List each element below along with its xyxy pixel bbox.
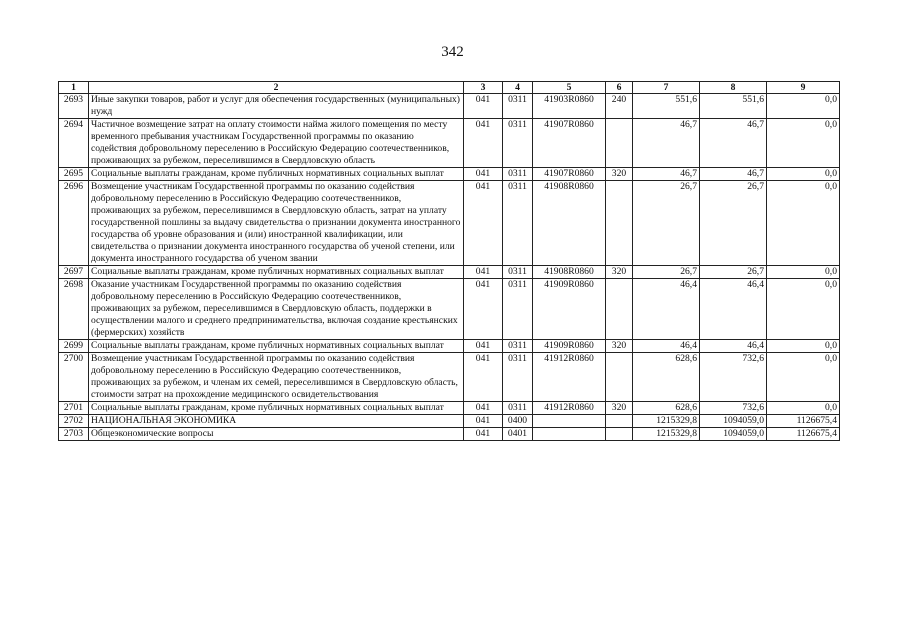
row-name: Иные закупки товаров, работ и услуг для обеспечения государственных (муниципальных) нужд <box>89 94 464 119</box>
sum-col-7: 551,6 <box>633 94 700 119</box>
target-code: 41907R0860 <box>533 168 606 181</box>
sum-col-8: 1094059,0 <box>700 415 767 428</box>
type-code: 320 <box>606 168 633 181</box>
column-header: 3 <box>464 82 503 94</box>
section-code: 0311 <box>503 94 533 119</box>
sum-col-7: 26,7 <box>633 181 700 266</box>
sum-col-9: 0,0 <box>767 94 840 119</box>
sum-col-9: 0,0 <box>767 168 840 181</box>
section-code: 0311 <box>503 168 533 181</box>
section-code: 0311 <box>503 181 533 266</box>
column-header: 2 <box>89 82 464 94</box>
sum-col-8: 46,4 <box>700 340 767 353</box>
row-number: 2701 <box>59 402 89 415</box>
row-number: 2702 <box>59 415 89 428</box>
admin-code: 041 <box>464 428 503 441</box>
column-header: 4 <box>503 82 533 94</box>
row-name: Социальные выплаты гражданам, кроме публичных нормативных социальных выплат <box>89 402 464 415</box>
admin-code: 041 <box>464 279 503 340</box>
section-code: 0311 <box>503 353 533 402</box>
sum-col-7: 46,4 <box>633 279 700 340</box>
page-number: 342 <box>441 44 464 60</box>
column-header: 7 <box>633 82 700 94</box>
type-code <box>606 428 633 441</box>
sum-col-9: 1126675,4 <box>767 428 840 441</box>
row-number: 2696 <box>59 181 89 266</box>
row-number: 2698 <box>59 279 89 340</box>
row-number: 2695 <box>59 168 89 181</box>
table-row <box>59 119 840 168</box>
sum-col-8: 732,6 <box>700 353 767 402</box>
table-row <box>59 415 840 428</box>
row-name: НАЦИОНАЛЬНАЯ ЭКОНОМИКА <box>89 415 464 428</box>
sum-col-8: 551,6 <box>700 94 767 119</box>
row-number: 2703 <box>59 428 89 441</box>
row-name: Социальные выплаты гражданам, кроме публичных нормативных социальных выплат <box>89 266 464 279</box>
sum-col-7: 628,6 <box>633 353 700 402</box>
row-number: 2693 <box>59 94 89 119</box>
column-header: 9 <box>767 82 840 94</box>
sum-col-8: 46,4 <box>700 279 767 340</box>
sum-col-9: 0,0 <box>767 353 840 402</box>
admin-code: 041 <box>464 94 503 119</box>
admin-code: 041 <box>464 415 503 428</box>
admin-code: 041 <box>464 181 503 266</box>
row-number: 2694 <box>59 119 89 168</box>
row-number: 2700 <box>59 353 89 402</box>
sum-col-8: 1094059,0 <box>700 428 767 441</box>
table-row <box>59 168 840 181</box>
column-header: 6 <box>606 82 633 94</box>
sum-col-7: 46,7 <box>633 168 700 181</box>
target-code: 41908R0860 <box>533 181 606 266</box>
table-row <box>59 279 840 340</box>
admin-code: 041 <box>464 353 503 402</box>
section-code: 0311 <box>503 119 533 168</box>
admin-code: 041 <box>464 168 503 181</box>
type-code <box>606 181 633 266</box>
target-code: 41912R0860 <box>533 402 606 415</box>
sum-col-8: 46,7 <box>700 168 767 181</box>
table-row <box>59 340 840 353</box>
sum-col-8: 732,6 <box>700 402 767 415</box>
admin-code: 041 <box>464 340 503 353</box>
table-row <box>59 94 840 119</box>
sum-col-7: 1215329,8 <box>633 428 700 441</box>
section-code: 0400 <box>503 415 533 428</box>
table-row <box>59 402 840 415</box>
sum-col-9: 0,0 <box>767 340 840 353</box>
sum-col-9: 0,0 <box>767 266 840 279</box>
type-code <box>606 279 633 340</box>
admin-code: 041 <box>464 266 503 279</box>
type-code: 320 <box>606 266 633 279</box>
table-row <box>59 428 840 441</box>
target-code <box>533 428 606 441</box>
sum-col-7: 46,4 <box>633 340 700 353</box>
table-row <box>59 181 840 266</box>
sum-col-8: 26,7 <box>700 181 767 266</box>
sum-col-8: 46,7 <box>700 119 767 168</box>
table-row <box>59 353 840 402</box>
section-code: 0311 <box>503 340 533 353</box>
sum-col-7: 628,6 <box>633 402 700 415</box>
sum-col-9: 0,0 <box>767 181 840 266</box>
target-code: 41907R0860 <box>533 119 606 168</box>
target-code <box>533 415 606 428</box>
row-name: Возмещение участникам Государственной программы по оказанию содействия добровольному переселению в Российскую Федерацию соотечественников, проживающих за рубежом, переселившимся в Свердловскую область, затрат на уплату государственной пошлины за выдачу свидетельства о признании документа иностранного государства об уровне образования и (или) иностранной квалификации, или свидетельства о признании документа иностранного государства об ученой степени, или документа иностранного государства об ученом звании <box>89 181 464 266</box>
row-name: Социальные выплаты гражданам, кроме публичных нормативных социальных выплат <box>89 340 464 353</box>
sum-col-7: 26,7 <box>633 266 700 279</box>
budget-table <box>58 81 840 441</box>
type-code: 320 <box>606 340 633 353</box>
sum-col-8: 26,7 <box>700 266 767 279</box>
row-name: Частичное возмещение затрат на оплату стоимости найма жилого помещения по месту временного пребывания участникам Государственной программы по оказанию содействия добровольному переселению в Российскую Федерацию соотечественников, проживающих за рубежом, переселившимся в Свердловскую область <box>89 119 464 168</box>
section-code: 0311 <box>503 266 533 279</box>
sum-col-7: 1215329,8 <box>633 415 700 428</box>
type-code <box>606 353 633 402</box>
type-code: 240 <box>606 94 633 119</box>
row-name: Социальные выплаты гражданам, кроме публичных нормативных социальных выплат <box>89 168 464 181</box>
sum-col-9: 0,0 <box>767 279 840 340</box>
column-header: 1 <box>59 82 89 94</box>
target-code: 41903R0860 <box>533 94 606 119</box>
column-header: 5 <box>533 82 606 94</box>
target-code: 41908R0860 <box>533 266 606 279</box>
target-code: 41909R0860 <box>533 279 606 340</box>
sum-col-9: 0,0 <box>767 119 840 168</box>
sum-col-7: 46,7 <box>633 119 700 168</box>
row-number: 2699 <box>59 340 89 353</box>
row-name: Оказание участникам Государственной программы по оказанию содействия добровольному переселению в Российскую Федерацию соотечественников, проживающих за рубежом, переселившимся в Свердловскую область, поддержки в осуществлении малого и среднего предпринимательства, включая создание крестьянских (фермерских) хозяйств <box>89 279 464 340</box>
type-code: 320 <box>606 402 633 415</box>
row-name: Возмещение участникам Государственной программы по оказанию содействия добровольному переселению в Российскую Федерацию соотечественников, проживающих за рубежом, и членам их семей, переселившимся в Свердловскую область, стоимости затрат на прохождение медицинского освидетельствования <box>89 353 464 402</box>
header-row <box>59 82 840 94</box>
type-code <box>606 119 633 168</box>
section-code: 0311 <box>503 279 533 340</box>
type-code <box>606 415 633 428</box>
sum-col-9: 0,0 <box>767 402 840 415</box>
admin-code: 041 <box>464 402 503 415</box>
target-code: 41912R0860 <box>533 353 606 402</box>
table-row <box>59 266 840 279</box>
row-number: 2697 <box>59 266 89 279</box>
target-code: 41909R0860 <box>533 340 606 353</box>
section-code: 0401 <box>503 428 533 441</box>
section-code: 0311 <box>503 402 533 415</box>
sum-col-9: 1126675,4 <box>767 415 840 428</box>
admin-code: 041 <box>464 119 503 168</box>
column-header: 8 <box>700 82 767 94</box>
row-name: Общеэкономические вопросы <box>89 428 464 441</box>
